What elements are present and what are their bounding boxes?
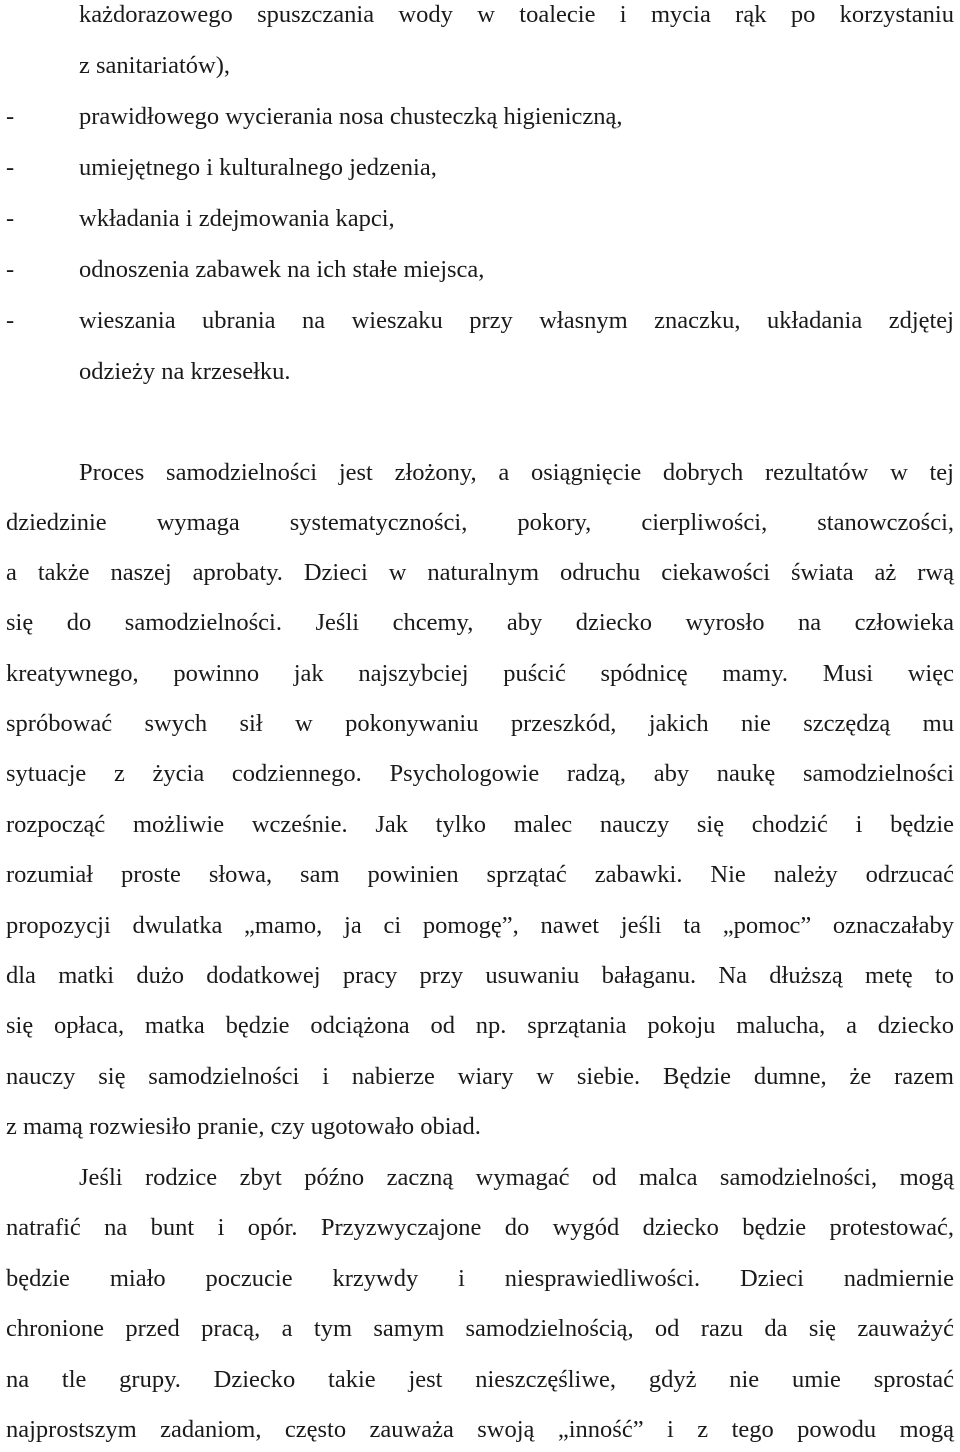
paragraph-line: rozpocząć możliwie wcześnie. Jak tylko malec nauczy się chodzić i będzie xyxy=(6,811,954,838)
list-dash: - xyxy=(6,256,15,283)
paragraph-line: Proces samodzielności jest złożony, a osiągnięcie dobrych rezultatów w tej xyxy=(79,459,954,486)
list-dash: - xyxy=(6,154,15,181)
paragraph-line: natrafić na bunt i opór. Przyzwyczajone do wygód dziecko będzie protestować, xyxy=(6,1214,954,1241)
paragraph-line: na tle grupy. Dziecko takie jest nieszczęśliwe, gdyż nie umie sprostać xyxy=(6,1366,954,1393)
paragraph-line: będzie miało poczucie krzywdy i niesprawiedliwości. Dzieci nadmiernie xyxy=(6,1265,954,1292)
list-item: prawidłowego wycierania nosa chusteczką higieniczną, xyxy=(79,103,623,130)
paragraph-line: nauczy się samodzielności i nabierze wiary w siebie. Będzie dumne, że razem xyxy=(6,1063,954,1090)
paragraph-line: sytuacje z życia codziennego. Psychologowie radzą, aby naukę samodzielności xyxy=(6,760,954,787)
paragraph-line: chronione przed pracą, a tym samym samodzielnością, od razu da się zauważyć xyxy=(6,1315,954,1342)
list-item: umiejętnego i kulturalnego jedzenia, xyxy=(79,154,437,181)
paragraph-line: Jeśli rodzice zbyt późno zaczną wymagać od malca samodzielności, mogą xyxy=(79,1164,954,1191)
paragraph-line: spróbować swych sił w pokonywaniu przeszkód, jakich nie szczędzą mu xyxy=(6,710,954,737)
paragraph-line: z mamą rozwiesiło pranie, czy ugotowało obiad. xyxy=(6,1113,481,1140)
paragraph-line: rozumiał proste słowa, sam powinien sprzątać zabawki. Nie należy odrzucać xyxy=(6,861,954,888)
paragraph-line: dla matki dużo dodatkowej pracy przy usuwaniu bałaganu. Na dłuższą metę to xyxy=(6,962,954,989)
list-item-continuation-line: odzieży na krzesełku. xyxy=(79,358,291,385)
paragraph-line: się opłaca, matka będzie odciążona od np. sprzątania pokoju malucha, a dziecko xyxy=(6,1012,954,1039)
paragraph-line: kreatywnego, powinno jak najszybciej puścić spódnicę mamy. Musi więc xyxy=(6,660,954,687)
paragraph-line: a także naszej aprobaty. Dzieci w naturalnym odruchu ciekawości świata aż rwą xyxy=(6,559,954,586)
paragraph-line: propozycji dwulatka „mamo, ja ci pomogę”, nawet jeśli ta „pomoc” oznaczałaby xyxy=(6,912,954,939)
list-item: wkładania i zdejmowania kapci, xyxy=(79,205,395,232)
paragraph-line: dziedzinie wymaga systematyczności, pokory, cierpliwości, stanowczości, xyxy=(6,509,954,536)
list-dash: - xyxy=(6,307,15,334)
paragraph-line: najprostszym zadaniom, często zauważa swoją „inność” i z tego powodu mogą xyxy=(6,1416,954,1443)
list-dash: - xyxy=(6,205,15,232)
list-item: wieszania ubrania na wieszaku przy własnym znaczku, układania zdjętej xyxy=(79,307,954,334)
list-dash: - xyxy=(6,103,15,130)
paragraph-line: się do samodzielności. Jeśli chcemy, aby dziecko wyrosło na człowieka xyxy=(6,609,954,636)
list-item: odnoszenia zabawek na ich stałe miejsca, xyxy=(79,256,485,283)
list-item-continuation-line: z sanitariatów), xyxy=(79,52,231,79)
list-item-continuation-line: każdorazowego spuszczania wody w toalecie i mycia rąk po korzystaniu xyxy=(79,1,954,28)
